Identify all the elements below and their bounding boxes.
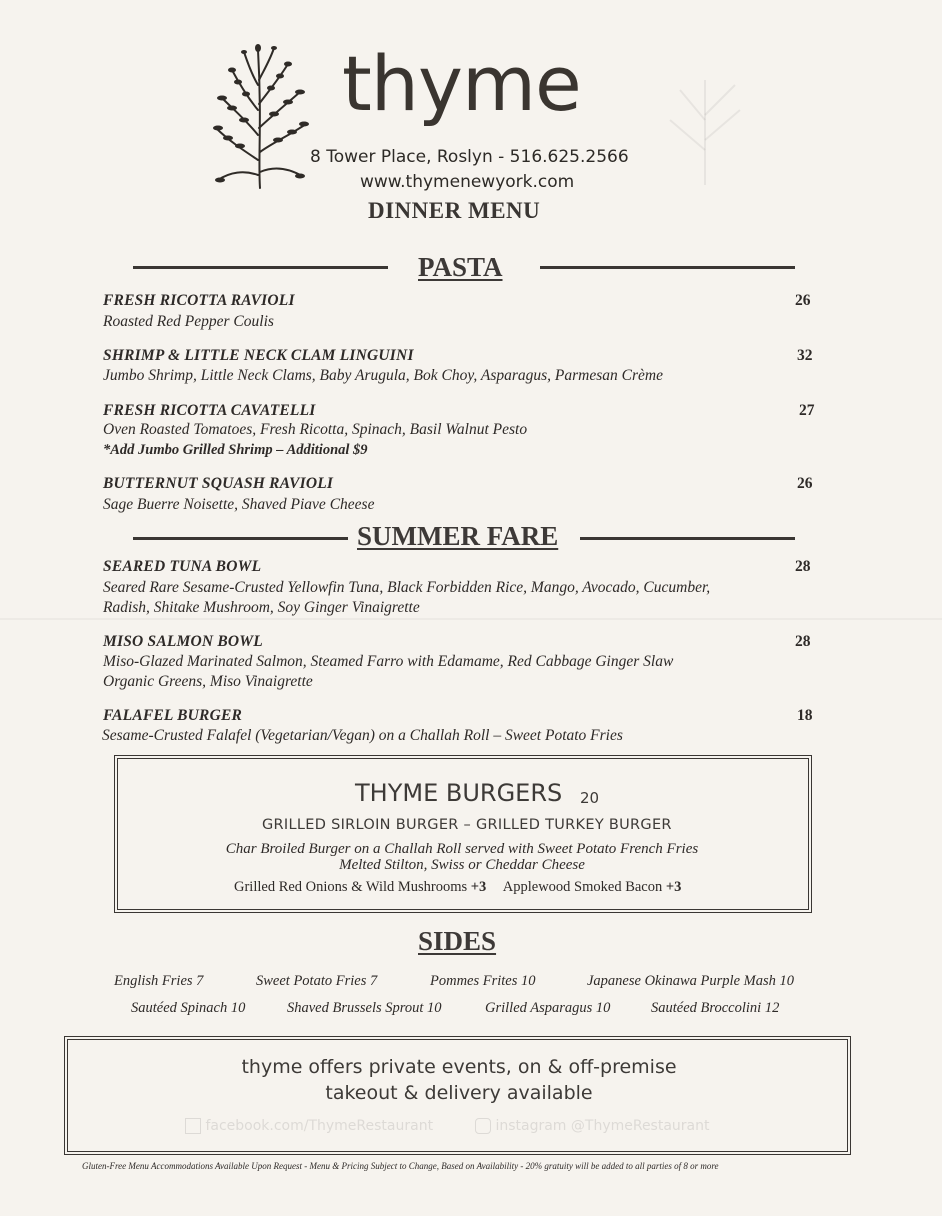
menu-item-desc: Jumbo Shrimp, Little Neck Clams, Baby Arugula, Bok Choy, Asparagus, Parmesan Crème xyxy=(103,367,663,384)
bleed-through-sprig xyxy=(650,60,760,190)
menu-item-desc: Sage Buerre Noisette, Shaved Piave Cheese xyxy=(103,496,375,513)
instagram-link[interactable] xyxy=(475,1118,710,1134)
menu-item-price: 32 xyxy=(797,347,813,364)
side-item: Shaved Brussels Sprout 10 xyxy=(287,1000,442,1016)
menu-item-name: FRESH RICOTTA CAVATELLI xyxy=(103,402,316,419)
section-title-pasta: PASTA xyxy=(418,252,503,282)
menu-item-price: 28 xyxy=(795,558,811,575)
burger-addon-price: +3 xyxy=(470,879,487,895)
menu-item-price: 26 xyxy=(795,292,811,309)
section-title-summer-fare: SUMMER FARE xyxy=(357,521,559,551)
footer-note: Gluten-Free Menu Accommodations Available Upon Request - Menu & Pricing Subject to Change, Based on Availability - 20% gratuity will be added to all parties of 8 or more xyxy=(82,1161,719,1171)
side-item: Grilled Asparagus 10 xyxy=(485,1000,611,1016)
menu-item-name: SEARED TUNA BOWL xyxy=(103,558,262,575)
paper-fold xyxy=(0,618,942,620)
facebook-text: facebook.com/ThymeRestaurant xyxy=(205,1118,434,1134)
section-title-sides: SIDES xyxy=(418,926,497,956)
menu-item-name: BUTTERNUT SQUASH RAVIOLI xyxy=(103,475,334,492)
menu-item-price: 28 xyxy=(795,633,811,650)
menu-item-price: 18 xyxy=(797,707,813,724)
menu-item-price: 27 xyxy=(799,402,815,419)
burger-addon-label: Grilled Red Onions & Wild Mushrooms xyxy=(234,879,468,895)
menu-item-desc: Seared Rare Sesame-Crusted Yellowfin Tuna, Black Forbidden Rice, Mango, Avocado, Cucumber, xyxy=(103,579,711,596)
restaurant-logo: thyme xyxy=(342,39,581,128)
side-item: Japanese Okinawa Purple Mash 10 xyxy=(587,973,794,989)
side-item: Pommes Frites 10 xyxy=(430,973,536,989)
burgers-price: 20 xyxy=(580,789,600,807)
section-rule-left xyxy=(133,266,388,269)
burgers-options: GRILLED SIRLOIN BURGER – GRILLED TURKEY BURGER xyxy=(262,817,672,833)
menu-item-desc: Organic Greens, Miso Vinaigrette xyxy=(103,673,313,690)
burgers-title: THYME BURGERS xyxy=(355,779,563,807)
instagram-icon xyxy=(475,1118,491,1134)
section-rule-left xyxy=(133,537,348,540)
address: 8 Tower Place, Roslyn - 516.625.2566 xyxy=(310,147,629,167)
section-rule-right xyxy=(580,537,795,540)
takeout-text: takeout & delivery available xyxy=(325,1082,593,1104)
burger-addon-label: Applewood Smoked Bacon xyxy=(502,879,663,895)
thyme-sprig-icon xyxy=(208,40,312,190)
section-rule-right xyxy=(540,266,795,269)
menu-item-addon: *Add Jumbo Grilled Shrimp – Additional $9 xyxy=(103,442,368,458)
side-item: Sautéed Broccolini 12 xyxy=(651,1000,780,1016)
website-link[interactable]: www.thymenewyork.com xyxy=(360,172,575,192)
menu-item-name: FALAFEL BURGER xyxy=(103,707,243,724)
burgers-addons xyxy=(234,879,681,896)
side-item: English Fries 7 xyxy=(114,973,204,989)
menu-item-name: MISO SALMON BOWL xyxy=(103,633,263,650)
menu-item-name: FRESH RICOTTA RAVIOLI xyxy=(103,292,295,309)
menu-item-desc: Radish, Shitake Mushroom, Soy Ginger Vinaigrette xyxy=(103,599,420,616)
side-item: Sautéed Spinach 10 xyxy=(131,1000,246,1016)
side-item: Sweet Potato Fries 7 xyxy=(256,973,378,989)
events-text: thyme offers private events, on & off-premise xyxy=(241,1056,677,1078)
burger-addon-price: +3 xyxy=(665,879,682,895)
menu-title: DINNER MENU xyxy=(368,198,541,223)
burgers-cheese: Melted Stilton, Swiss or Cheddar Cheese xyxy=(339,857,585,873)
facebook-icon xyxy=(185,1118,201,1134)
menu-item-desc: Sesame-Crusted Falafel (Vegetarian/Vegan) on a Challah Roll – Sweet Potato Fries xyxy=(102,727,623,744)
burgers-desc: Char Broiled Burger on a Challah Roll served with Sweet Potato French Fries xyxy=(225,841,699,857)
menu-item-name: SHRIMP & LITTLE NECK CLAM LINGUINI xyxy=(103,347,414,364)
menu-item-desc: Oven Roasted Tomatoes, Fresh Ricotta, Spinach, Basil Walnut Pesto xyxy=(103,421,528,438)
facebook-link[interactable] xyxy=(185,1118,433,1134)
menu-item-desc: Roasted Red Pepper Coulis xyxy=(103,313,274,330)
instagram-text: instagram @ThymeRestaurant xyxy=(495,1118,710,1134)
menu-item-desc: Miso-Glazed Marinated Salmon, Steamed Farro with Edamame, Red Cabbage Ginger Slaw xyxy=(103,653,674,670)
menu-item-price: 26 xyxy=(797,475,813,492)
